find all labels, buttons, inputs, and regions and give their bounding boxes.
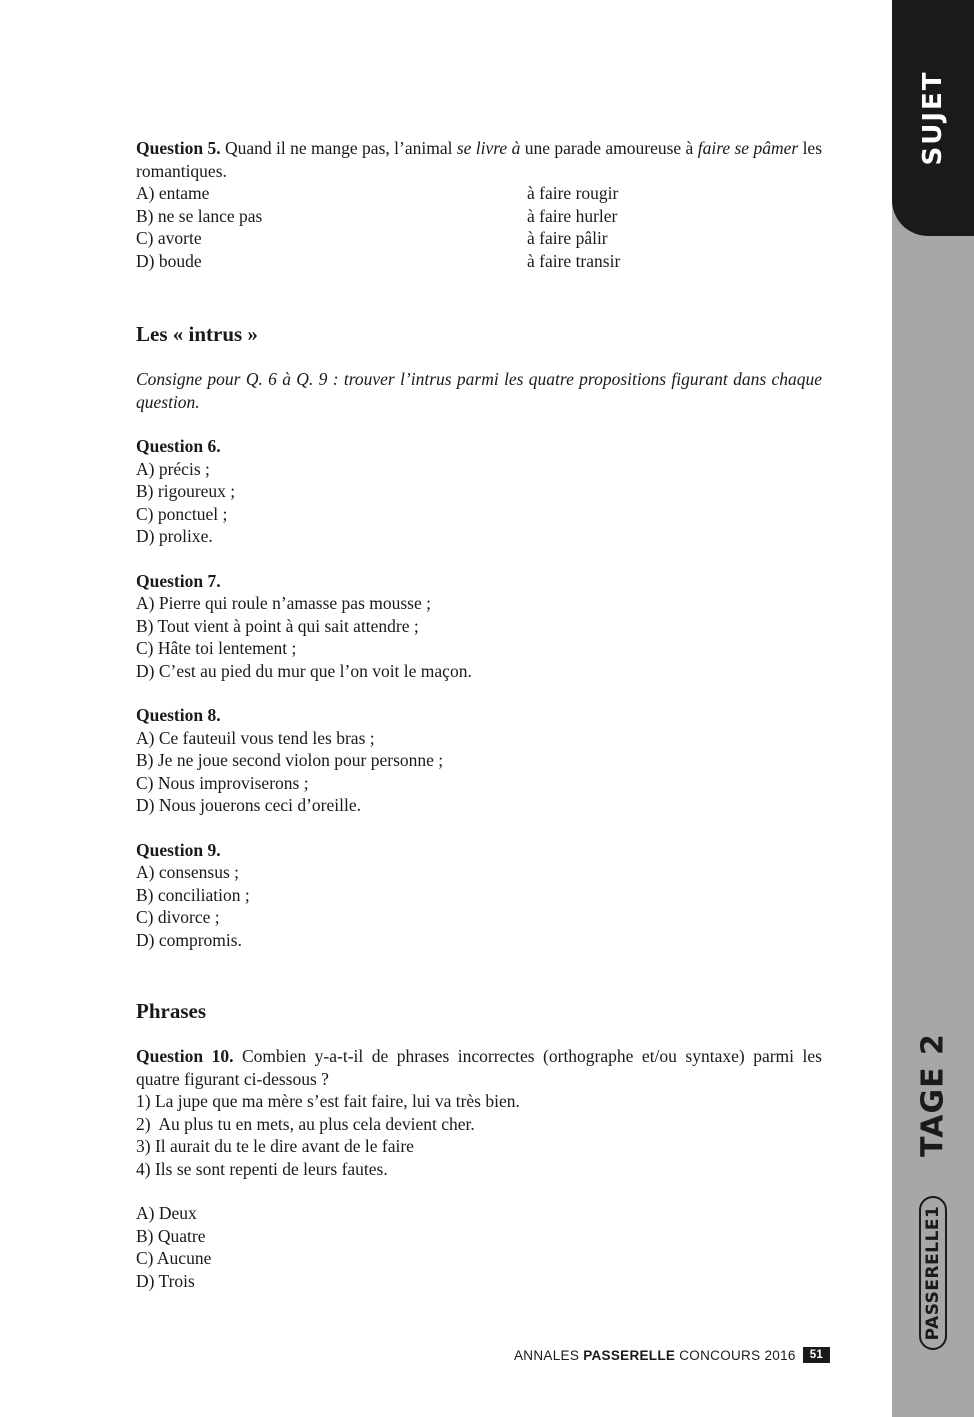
section-title-phrases: Phrases — [136, 999, 206, 1023]
question-label: Question 7. — [136, 570, 221, 591]
option-left: A) entame — [136, 183, 210, 203]
option: C) Aucune — [136, 1248, 212, 1268]
question-10 — [136, 1045, 822, 1292]
question-label: Question 8. — [136, 705, 221, 725]
option: C) ponctuel ; — [136, 503, 228, 524]
passerelle-logo-text: PASSERELLE1 — [923, 1205, 943, 1341]
question-label: Question 10. — [136, 1046, 234, 1066]
question-label: Question 5. — [136, 138, 221, 158]
option-left: B) ne se lance pas — [136, 205, 263, 226]
question-text: les romantiques. — [136, 138, 823, 181]
page-content — [136, 137, 822, 1292]
sentence: 3) Il aurait du te le dire avant de le faire — [136, 1136, 414, 1156]
option-right: à faire rougir — [527, 183, 619, 203]
question-text: Quand il ne mange pas, l’animal — [220, 138, 457, 158]
page-footer — [514, 1345, 830, 1365]
option: B) Je ne joue second violon pour personne ; — [136, 750, 444, 770]
option-right: à faire pâlir — [527, 228, 608, 248]
option: A) Deux — [136, 1203, 197, 1223]
option: C) Hâte toi lentement ; — [136, 638, 297, 658]
option-right: à faire hurler — [527, 205, 618, 226]
option: A) consensus ; — [136, 862, 240, 882]
question-text: une parade amoureuse à — [520, 138, 698, 158]
question-italic-text: faire se pâmer — [697, 138, 799, 158]
sentence: 1) La jupe que ma mère s’est fait faire, lui va très bien. — [136, 1091, 520, 1111]
option: D) C’est au pied du mur que l’on voit le maçon. — [136, 660, 472, 681]
option: D) Trois — [136, 1270, 195, 1291]
option-left: D) boude — [136, 250, 202, 271]
page-number: 51 — [803, 1347, 830, 1363]
question-label: Question 9. — [136, 839, 221, 860]
option: B) Tout vient à point à qui sait attendre ; — [136, 615, 419, 636]
option: D) Nous jouerons ceci d’oreille. — [136, 795, 361, 815]
section-title-intrus: Les « intrus » — [136, 322, 258, 346]
option: B) Quatre — [136, 1225, 206, 1246]
question-5 — [136, 137, 822, 272]
question-7 — [136, 570, 822, 683]
option: B) conciliation ; — [136, 884, 250, 905]
sentence: 4) Ils se sont repenti de leurs fautes. — [136, 1158, 388, 1179]
side-tab-tage-label: TAGE 2 — [915, 1033, 951, 1157]
option: D) compromis. — [136, 929, 242, 950]
option: C) divorce ; — [136, 907, 220, 927]
option: A) précis ; — [136, 458, 210, 479]
footer-prefix: ANNALES — [514, 1347, 584, 1363]
question-5-options — [136, 182, 822, 272]
instruction-text: Consigne pour Q. 6 à Q. 9 : trouver l’intrus parmi les quatre propositions figurant dans chaque question. — [136, 369, 822, 412]
option: C) Nous improviserons ; — [136, 772, 309, 793]
option: A) Ce fauteuil vous tend les bras ; — [136, 727, 375, 748]
side-tab-bar — [892, 0, 974, 1417]
side-tab-sujet-label: SUJET — [918, 70, 948, 166]
question-label: Question 6. — [136, 436, 221, 456]
question-8 — [136, 704, 822, 817]
question-10-stem — [136, 1045, 822, 1090]
sentence: 2) Au plus tu en mets, au plus cela devient cher. — [136, 1113, 475, 1134]
option-right: à faire transir — [527, 250, 621, 271]
option-left: C) avorte — [136, 228, 202, 248]
question-italic-text: se livre à — [456, 138, 521, 158]
footer-brand: PASSERELLE — [583, 1347, 676, 1363]
option: D) prolixe. — [136, 526, 213, 546]
option: A) Pierre qui roule n’amasse pas mousse ; — [136, 593, 431, 613]
question-5-stem — [136, 137, 822, 182]
question-6 — [136, 435, 822, 548]
footer-suffix: CONCOURS 2016 — [675, 1347, 796, 1363]
option: B) rigoureux ; — [136, 481, 236, 501]
question-text: Combien y-a-t-il de phrases incorrectes (orthographe et/ou syntaxe) parmi les quatre figurant ci-dessous ? — [136, 1046, 822, 1089]
question-9 — [136, 839, 822, 952]
